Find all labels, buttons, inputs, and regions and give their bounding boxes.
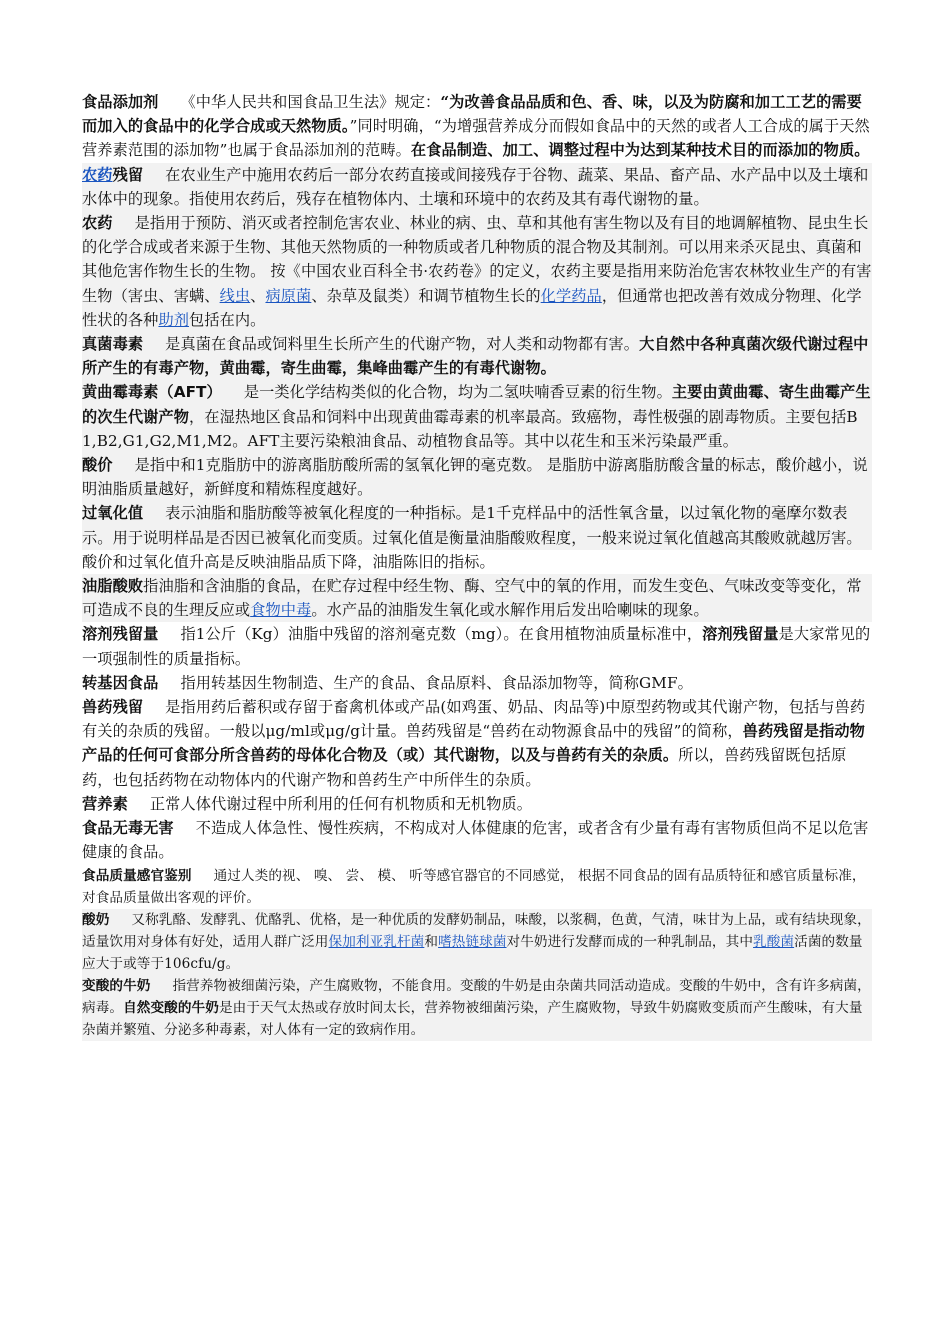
definition-paragraph: [82, 90, 872, 163]
hyperlink[interactable]: 保加利亚乳杆菌: [328, 933, 425, 950]
body-text: 指用转基因生物制造、生产的食品、食品原料、食品添加物等，简称GMF。: [180, 673, 693, 692]
body-text: 是指中和1克脂肪中的游离脂肪酸所需的氢氧化钾的毫克数。 是脂肪中游离脂肪酸含量的标志，酸价越小，说明油脂质量越好，新鲜度和精炼程度越好。: [82, 456, 868, 499]
definition-paragraph: [82, 453, 872, 501]
emphasis-text: 大自然中各种真菌次级代谢过程中所产生的有毒产物，黄曲霉，寄生曲霉，集峰曲霉产生的有毒代谢物。: [82, 335, 869, 378]
body-text: 是一类化学结构类似的化合物，均为二氢呋喃香豆素的衍生物。: [243, 383, 672, 402]
term-heading: 食品无毒无害: [82, 819, 174, 838]
term-heading: 真菌毒素: [82, 335, 144, 354]
body-text: 是真菌在食品或饲料里生长所产生的代谢产物，对人类和动物都有害。: [165, 335, 640, 354]
body-text: 指1公斤（Kg）油脂中残留的溶剂毫克数（mg）。在食用植物油质量标准中，: [180, 625, 703, 644]
body-text: 是指用药后蓄积或存留于畜禽机体或产品(如鸡蛋、奶品、肉品等)中原型药物或其代谢产物，包括与兽药有关的杂质的残留。一般以μg/ml或μg/g计量。兽药残留是“兽药在动物源食品中的残留”的简称，: [82, 698, 866, 741]
term-heading: 酸价: [82, 456, 113, 475]
body-text: 所以，兽药残留既包括原药，也包括药物在动物体内的代谢产物和兽药生产中所伴生的杂质。: [82, 746, 847, 789]
body-text: ，在湿热地区食品和饲料中出现黄曲霉毒素的机率最高。致癌物，毒性极强的剧毒物质。主要包括B1,B2,G1,G2,M1,M2。AFT主要污染粮油食品、动植物食品等。其中以花生和玉米污染最严重。: [82, 407, 858, 450]
body-text: 不造成人体急性、慢性疾病，不构成对人体健康的危害，或者含有少量有毒有害物质但尚不足以危害健康的食品。: [82, 819, 869, 862]
body-text: 表示油脂和脂肪酸等被氧化程度的一种指标。是1千克样品中的活性氧含量，以过氧化物的毫摩尔数表示。用于说明样品是否因已被氧化而变质。过氧化值是衡量油脂酸败程度，一般来说过氧化值越高其酸败就越厉害。: [82, 504, 862, 547]
term-hyperlink[interactable]: 农药: [82, 165, 113, 184]
hyperlink[interactable]: 化学药品: [540, 286, 602, 305]
term-heading: 油脂酸败: [82, 577, 144, 596]
definition-paragraph: [82, 380, 872, 453]
term-heading: 黄曲霉毒素（AFT）: [82, 383, 222, 402]
hyperlink[interactable]: 嗜热链球菌: [438, 933, 507, 950]
body-text: 指营养物被细菌污染，产生腐败物，不能食用。变酸的牛奶是由杂菌共同活动造成。变酸的牛奶中，含有许多病菌，病毒。: [82, 977, 871, 1016]
definition-paragraph: [82, 211, 872, 332]
definition-paragraph: [82, 163, 872, 211]
body-text: 包括在内。: [189, 310, 266, 329]
body-text: 、: [250, 286, 266, 305]
document-body: [82, 90, 872, 1041]
body-text: 活菌的数量应大于或等于106cfu/g。: [82, 933, 863, 972]
body-text: 是指用于预防、消灭或者控制危害农业、林业的病、虫、草和其他有害生物以及有目的地调解植物、昆虫生长的化学合成或者来源于生物、其他天然物质的一种物质或者几种物质的混合物及其制剂。可以用来杀灭昆虫、真菌和其他危害作物生长的生物。 按《中国农业百科全书·农药卷》的定义，农药主要是指用来防治危害农林牧业生产的有害生物（害虫、害螨、: [82, 214, 872, 305]
body-text: 指油脂和含油脂的食品，在贮存过程中经生物、酶、空气中的氧的作用，而发生变色、气味改变等变化，常可造成不良的生理反应或: [82, 577, 862, 620]
term-heading: 溶剂残留量: [702, 625, 779, 644]
term-heading: 酸奶: [82, 911, 110, 928]
hyperlink[interactable]: 病原菌: [265, 286, 312, 305]
body-text: 酸价和过氧化值升高是反映油脂品质下降，油脂陈旧的指标。: [82, 552, 495, 571]
definition-paragraph: [82, 909, 872, 975]
body-text: ”同时明确，“为增强营养成分而假如食品中的天然的或者人工合成的属于天然营养素范围的添加物”也属于食品添加剂的范畴。: [82, 117, 870, 160]
term-heading: 自然变酸的牛奶: [123, 999, 219, 1016]
term-heading: 食品质量感官鉴别: [82, 867, 192, 884]
body-text: 《中华人民共和国食品卫生法》规定：: [180, 93, 441, 111]
term-heading: 农药: [82, 214, 113, 233]
term-heading: 食品添加剂: [82, 93, 159, 111]
body-text: 、杂草及鼠类）和调节植物生长的: [311, 286, 541, 305]
emphasis-text: “为改善食品品质和色、香、味，以及为防腐和加工工艺的需要而加入的食品中的化学合成或天然物质。: [82, 93, 862, 136]
emphasis-text: 在食品制造、加工、调整过程中为达到某种技术目的而添加的物质。: [410, 141, 870, 160]
definition-paragraph: [82, 671, 872, 695]
hyperlink[interactable]: 食物中毒: [250, 601, 312, 620]
definition-paragraph: [82, 695, 872, 792]
definition-paragraph: [82, 332, 872, 380]
emphasis-text: 兽药残留是指动物产品的任何可食部分所含兽药的母体化合物及（或）其代谢物，以及与兽药有关的杂质。: [82, 722, 865, 765]
body-text: 是由于天气太热或存放时间太长，营养物被细菌污染，产生腐败物，导致牛奶腐败变质而产生酸味，有大量杂菌并繁殖、分泌多种毒素，对人体有一定的致病作用。: [82, 999, 863, 1038]
body-text: ，但通常也把改善有效成分物理、化学性状的各种: [82, 286, 862, 329]
definition-paragraph: [82, 975, 872, 1041]
definition-paragraph: [82, 501, 872, 549]
hyperlink[interactable]: 乳酸菌: [753, 933, 795, 950]
body-text: 在农业生产中施用农药后一部分农药直接或间接残存于谷物、蔬菜、果品、畜产品、水产品中以及土壤和水体中的现象。指使用农药后，残存在植物体内、土壤和环境中的农药及其有毒代谢物的量。: [82, 165, 869, 208]
term-heading: 残留: [112, 165, 144, 184]
term-heading: 变酸的牛奶: [82, 977, 151, 994]
hyperlink[interactable]: 线虫: [219, 286, 251, 305]
term-heading: 过氧化值: [82, 504, 144, 523]
body-text: 和: [424, 933, 439, 950]
definition-paragraph: [82, 622, 872, 670]
term-heading: 营养素: [82, 794, 128, 813]
body-text: 正常人体代谢过程中所利用的任何有机物质和无机物质。: [149, 794, 533, 813]
definition-paragraph: [82, 550, 872, 574]
definition-paragraph: [82, 792, 872, 816]
term-heading: 转基因食品: [82, 673, 159, 692]
definition-paragraph: [82, 865, 872, 909]
body-text: 又称乳酪、发酵乳、优酪乳、优格，是一种优质的发酵奶制品，味酸，以浆稠，色黄，气清，味甘为上品，或有结块现象，适量饮用对身体有好处，适用人群广泛用: [82, 911, 871, 950]
body-text: 通过人类的视、 嗅、 尝、 模、 听等感官器官的不同感觉， 根据不同食品的固有品质特征和感官质量标准，对食品质量做出客观的评价。: [82, 867, 866, 906]
definition-paragraph: [82, 574, 872, 622]
emphasis-text: 主要由黄曲霉、寄生曲霉产生的次生代谢产物: [82, 383, 871, 426]
body-text: 是大家常见的一项强制性的质量指标。: [82, 625, 871, 668]
hyperlink[interactable]: 助剂: [158, 310, 190, 329]
body-text: 对牛奶进行发酵而成的一种乳制品，其中: [506, 933, 754, 950]
term-heading: 兽药残留: [82, 698, 144, 717]
definition-paragraph: [82, 816, 872, 864]
term-heading: 溶剂残留量: [82, 625, 159, 644]
body-text: 。水产品的油脂发生氧化或水解作用后发出哈喇味的现象。: [311, 601, 709, 620]
